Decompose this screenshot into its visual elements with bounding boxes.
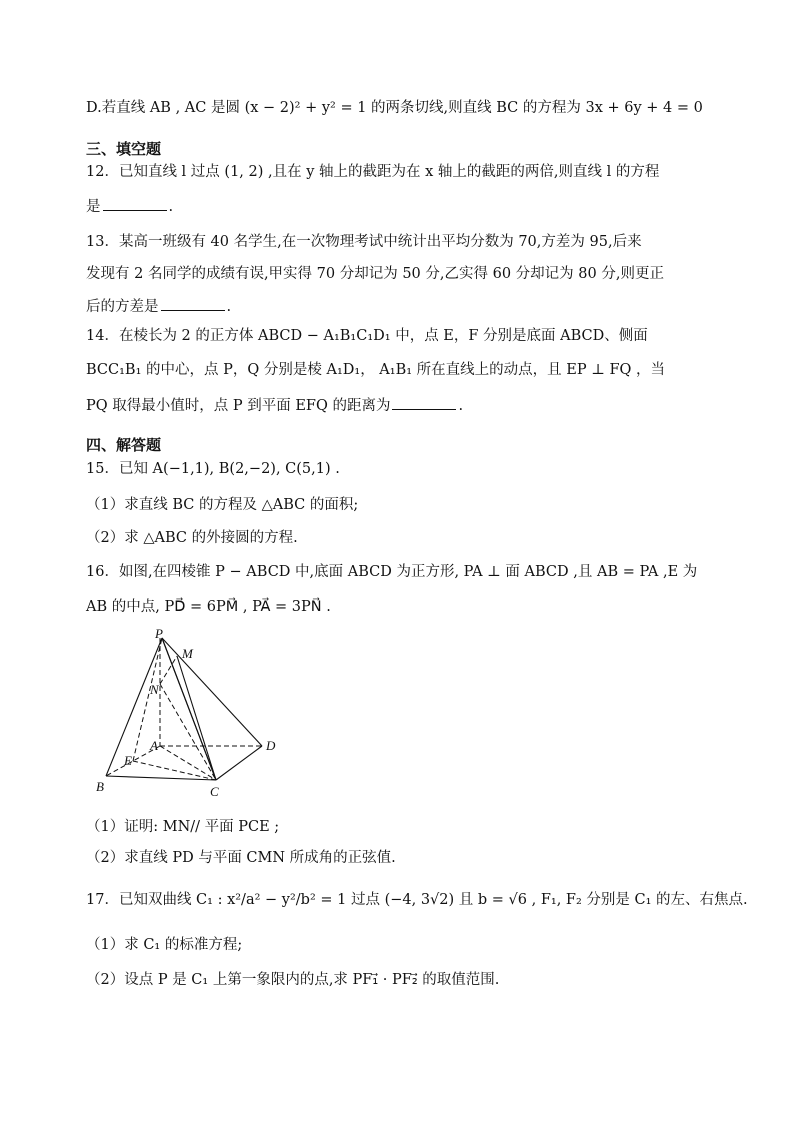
q15-part-1: （1）求直线 BC 的方程及 △ABC 的面积;	[86, 497, 359, 513]
q14-text: PQ 取得最小值时，点 P 到平面 EFQ 的距离为	[86, 398, 391, 414]
label-a: A	[150, 738, 158, 753]
q13-end: .	[226, 299, 232, 315]
section-fill-in: 三、填空题	[86, 140, 162, 158]
q15-line-1: 15．已知 A(−1,1), B(2,−2), C(5,1) .	[86, 461, 340, 477]
q12-line-2	[86, 196, 173, 217]
q14-answer-blank	[392, 395, 456, 410]
q13-text: 后的方差是	[86, 299, 159, 315]
q13-answer-blank	[161, 296, 225, 311]
option-d: D.若直线 AB , AC 是圆 (x − 2)² + y² = 1 的两条切线,则直线 BC 的方程为 3x + 6y + 4 = 0	[86, 100, 703, 116]
section-solve: 四、解答题	[86, 436, 162, 454]
label-e: E	[124, 753, 132, 768]
q13-line-2: 发现有 2 名同学的成绩有误,甲实得 70 分却记为 50 分,乙实得 60 分却记为 80 分,则更正	[86, 266, 664, 282]
q12-text: 是	[86, 199, 101, 215]
q14-end: .	[458, 398, 464, 414]
q13-line-3	[86, 296, 231, 317]
q16-line-1: 16．如图,在四棱锥 P − ABCD 中,底面 ABCD 为正方形, PA ⊥ 面 ABCD ,且 AB = PA ,E 为	[86, 564, 698, 580]
label-m: M	[182, 646, 193, 661]
q17-part-2: （2）设点 P 是 C₁ 上第一象限内的点,求 PF₁⃗ · PF₂⃗ 的取值范围.	[86, 972, 500, 988]
q14-line-1: 14．在棱长为 2 的正方体 ABCD − A₁B₁C₁D₁ 中，点 E，F 分别是底面 ABCD、侧面	[86, 328, 648, 344]
label-b: B	[96, 779, 104, 794]
q12-end: .	[168, 199, 174, 215]
q13-line-1: 13．某高一班级有 40 名学生,在一次物理考试中统计出平均分数为 70,方差为 95,后来	[86, 234, 642, 250]
q17-line-1: 17．已知双曲线 C₁ : x²/a² − y²/b² = 1 过点 (−4, 3√2) 且 b = √6 , F₁, F₂ 分别是 C₁ 的左、右焦点.	[86, 892, 748, 908]
q14-line-3	[86, 395, 463, 416]
q15-part-2: （2）求 △ABC 的外接圆的方程.	[86, 530, 298, 546]
label-c: C	[210, 784, 219, 798]
q16-part-1: （1）证明: MN// 平面 PCE ;	[86, 819, 280, 835]
q16-part-2: （2）求直线 PD 与平面 CMN 所成角的正弦值.	[86, 850, 396, 866]
q16-line-2: AB 的中点, PD⃗ = 6PM⃗ , PA⃗ = 3PN⃗ .	[86, 599, 331, 615]
label-n: N	[150, 682, 159, 697]
pyramid-figure	[92, 626, 292, 798]
q17-part-1: （1）求 C₁ 的标准方程;	[86, 937, 243, 953]
q12-answer-blank	[103, 196, 167, 211]
label-d: D	[266, 738, 276, 753]
q12-line-1: 12．已知直线 l 过点 (1, 2) ,且在 y 轴上的截距为在 x 轴上的截距的两倍,则直线 l 的方程	[86, 164, 660, 180]
label-p: P	[155, 626, 163, 641]
q14-line-2: BCC₁B₁ 的中心，点 P，Q 分别是棱 A₁D₁， A₁B₁ 所在直线上的动点，且 EP ⊥ FQ ，当	[86, 362, 666, 378]
